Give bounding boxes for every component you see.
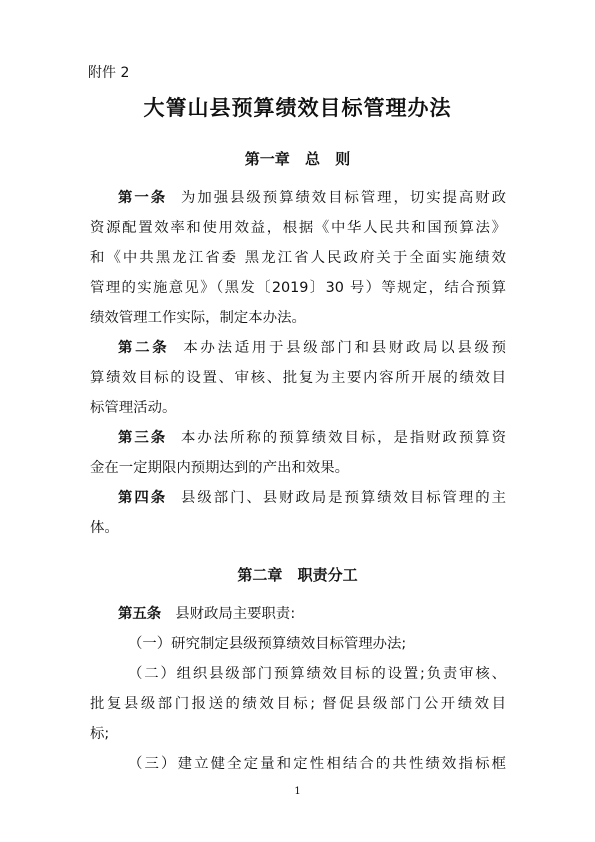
- article-5-line-1: 第五条 县财政局主要职责:: [118, 606, 296, 622]
- article-2-line-1: 第二条 本办法适用于县级部门和县财政局以县级预: [118, 340, 506, 356]
- article-1-line-2: 资源配置效率和使用效益，根据《中华人民共和国预算法》: [90, 220, 506, 236]
- article-5-item-2-line-2: 批复县级部门报送的绩效目标; 督促县级部门公开绩效目: [90, 696, 506, 712]
- article-5-item-3-line-1: （三）建立健全定量和定性相结合的共性绩效指标框: [128, 756, 506, 772]
- page-number: 1: [294, 786, 301, 797]
- article-1-label: 第一条: [118, 190, 168, 206]
- article-1-line-4: 管理的实施意见》（黑发〔2019〕30 号）等规定，结合预算: [90, 280, 506, 296]
- article-2-label: 第二条: [118, 340, 170, 356]
- article-5-item-2-line-3: 标;: [90, 726, 110, 742]
- article-1-line-3: 和《中共黑龙江省委 黑龙江省人民政府关于全面实施绩效: [90, 250, 506, 266]
- chapter-heading-2: 第二章 职责分工: [237, 566, 358, 584]
- article-1-line-1: 第一条 为加强县级预算绩效目标管理，切实提高财政: [118, 190, 506, 206]
- article-3-line-2: 金在一定期限内预期达到的产出和效果。: [90, 460, 350, 476]
- article-5-item-1: （一）研究制定县级预算绩效目标管理办法;: [128, 636, 407, 652]
- article-4-label: 第四条: [118, 490, 168, 506]
- attachment-label: 附件 2: [88, 65, 130, 81]
- article-1-line-5: 绩效管理工作实际，制定本办法。: [90, 310, 306, 326]
- article-5-label: 第五条: [118, 606, 162, 622]
- article-4-line-2: 体。: [90, 520, 119, 536]
- article-4-line-1: 第四条 县级部门、县财政局是预算绩效目标管理的主: [118, 490, 506, 506]
- document-title: 大箐山县预算绩效目标管理办法: [143, 95, 452, 120]
- article-5-item-2-line-1: （二）组织县级部门预算绩效目标的设置;负责审核、: [128, 666, 506, 682]
- article-2-line-2: 算绩效目标的设置、审核、批复为主要内容所开展的绩效目: [90, 370, 506, 386]
- chapter-heading-1: 第一章 总 则: [244, 150, 351, 168]
- article-3-line-1: 第三条 本办法所称的预算绩效目标，是指财政预算资: [118, 430, 506, 446]
- article-2-line-3: 标管理活动。: [90, 400, 177, 416]
- article-3-label: 第三条: [118, 430, 168, 446]
